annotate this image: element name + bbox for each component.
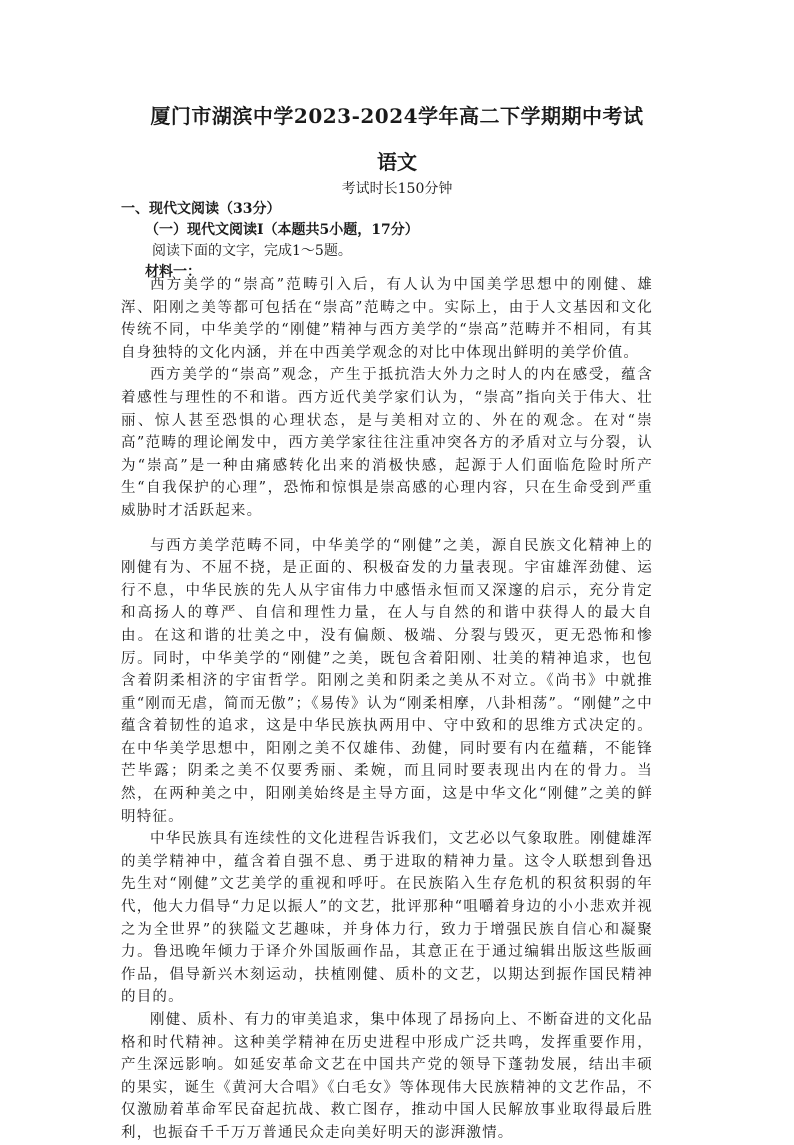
paragraph-5: 刚健、质朴、有力的审美追求，集中体现了昂扬向上、不断奋进的文化品格和时代精神。这种美学精神在历史进程中形成广泛共鸣，发挥重要作用，产生深远影响。如延安革命文艺在中国共产党的领导下蓬勃发展，结出丰硕的果实，诞生《黄河大合唱》《白毛女》等体现伟大民族精神的文艺作品，不仅激励着革命军民奋起抗战、救亡图存，推动中国人民解放事业取得最后胜利，也振奋千千万万普通民众走向美好明天的澎湃激情。: [121, 1012, 653, 1141]
exam-subject: 语文: [377, 150, 417, 174]
paragraph-1: 西方美学的“崇高”范畴引入后，有人认为中国美学思想中的刚健、雄浑、阳刚之美等都可包括在“崇高”范畴之中。实际上，由于人文基因和文化传统不同，中华美学的“刚健”精神与西方美学的“崇高”范畴并不相同，有其自身独特的文化内涵，并在中西美学观念的对比中体现出鲜明的美学价值。: [121, 277, 653, 361]
paragraph-2: 西方美学的“崇高”观念，产生于抵抗浩大外力之时人的内在感受，蕴含着感性与理性的不和谐。西方近代美学家们认为，“崇高”指向关于伟大、壮丽、惊人甚至恐惧的心理状态，是与美相对立的、外在的观念。在对“崇高”范畴的理论阐发中，西方美学家往往注重冲突各方的矛盾对立与分裂，认为“崇高”是一种由痛感转化出来的消极快感，起源于人们面临危险时所产生“自我保护的心理”，恐怖和惊惧是崇高感的心理内容，只在生命受到严重威胁时才活跃起来。: [121, 367, 653, 519]
subsection-heading: （一）现代文阅读Ⅰ（本题共5小题，17分）: [145, 222, 419, 238]
exam-duration: 考试时长150分钟: [341, 181, 453, 197]
reading-instruction: 阅读下面的文字，完成1～5题。: [152, 243, 352, 259]
section-heading: 一、现代文阅读（33分）: [121, 201, 281, 217]
paragraph-4: 中华民族具有连续性的文化进程告诉我们，文艺必以气象取胜。刚健雄浑的美学精神中，蕴含着自强不息、勇于进取的精神力量。这令人联想到鲁迅先生对“刚健”文艺美学的重视和呼吁。在民族陷入生存危机的积贫积弱的年代，他大力倡导“力足以振人”的文艺，批评那种“咀嚼着身边的小小悲欢并视之为全世界”的狭隘文艺趣味，并身体力行，致力于增强民族自信心和凝聚力。鲁迅晚年倾力于译介外国版画作品，其意正在于通过编辑出版这些版画作品，倡导新兴木刻运动，扶植刚健、质朴的文艺，以期达到振作国民精神的目的。: [121, 831, 653, 1006]
paragraph-3: 与西方美学范畴不同，中华美学的“刚健”之美，源自民族文化精神上的刚健有为、不屈不挠，是正面的、积极奋发的力量表现。宇宙雄浑劲健、运行不息，中华民族的先人从宇宙伟力中感悟永恒而又深邃的启示，充分肯定和高扬人的尊严、自信和理性力量，在人与自然的和谐中获得人的最大自由。在这和谐的壮美之中，没有偏颇、极端、分裂与毁灭，更无恐怖和惨厉。同时，中华美学的“刚健”之美，既包含着阳刚、壮美的精神追求，也包含着阴柔相济的宇宙哲学。阳刚之美和阴柔之美从不对立。《尚书》中就推重“刚而无虐，简而无傲”；《易传》认为“刚柔相摩，八卦相荡”。“刚健”之中蕴含着韧性的追求，这是中华民族执两用中、守中致和的思维方式决定的。在中华美学思想中，阳刚之美不仅雄伟、劲健，同时要有内在蕴藉，不能锋芒毕露；阴柔之美不仅要秀丽、柔婉，而且同时要表现出内在的骨力。当然，在两种美之中，阳刚美始终是主导方面，这是中华文化“刚健”之美的鲜明特征。: [121, 537, 653, 825]
exam-title: 厦门市湖滨中学2023-2024学年高二下学期期中考试: [150, 104, 644, 128]
material-label: 材料一：: [145, 264, 201, 280]
reading-passage: [121, 274, 653, 1145]
